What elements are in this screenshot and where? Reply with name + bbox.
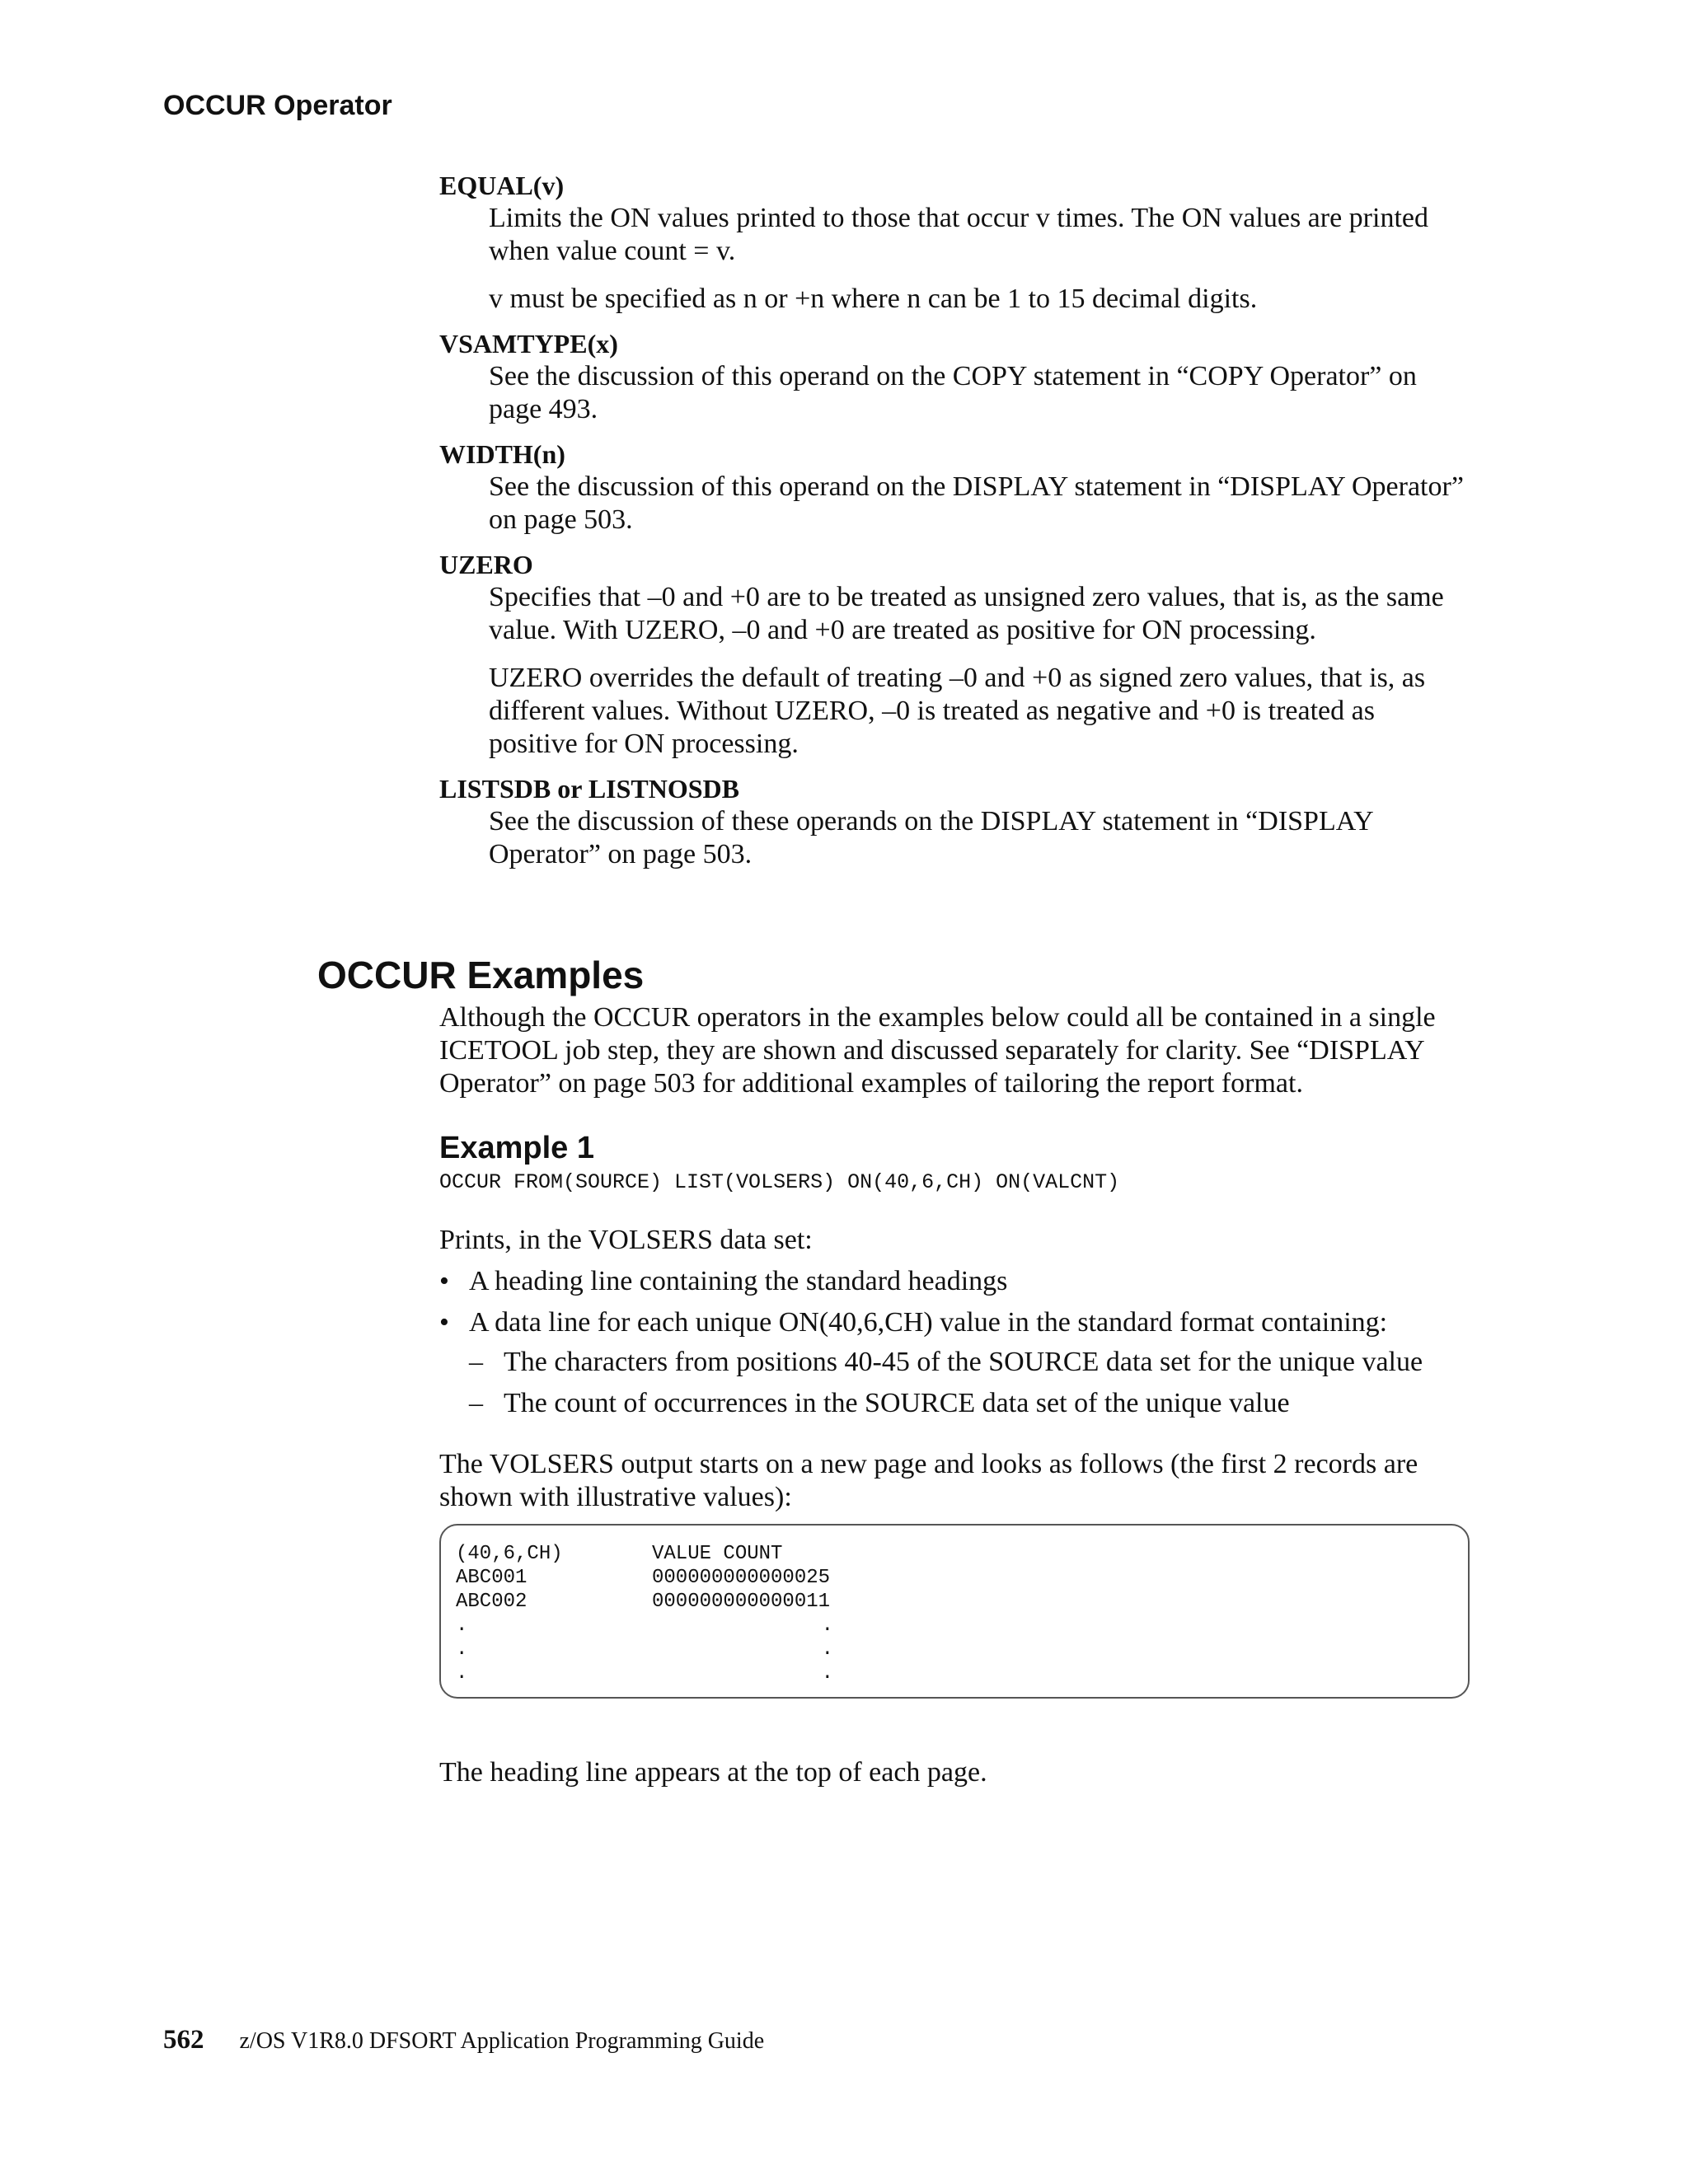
operand-term: VSAMTYPE(x) bbox=[439, 329, 618, 359]
output-cell: . bbox=[456, 1662, 468, 1685]
paragraph: v must be specified as n or +n where n can be 1 to 15 decimal digits. bbox=[489, 284, 1258, 314]
list-item-text: A data line for each unique ON(40,6,CH) value in the standard format containing: bbox=[469, 1307, 1388, 1338]
operand-vsamtype bbox=[439, 327, 1470, 426]
paragraph: See the discussion of this operand on the COPY statement in “COPY Operator” on page 493. bbox=[489, 361, 1417, 424]
sub-list bbox=[469, 1346, 1470, 1420]
page-footer bbox=[163, 2023, 764, 2058]
output-row bbox=[456, 1566, 1451, 1590]
operand-uzero bbox=[439, 548, 1470, 761]
output-row bbox=[456, 1661, 1451, 1685]
output-row bbox=[456, 1590, 1451, 1614]
output-cell: 000000000000025 bbox=[652, 1567, 831, 1589]
sub-list-item bbox=[469, 1346, 1470, 1379]
operand-listsdb bbox=[439, 772, 1470, 871]
sub-list-item bbox=[469, 1387, 1470, 1420]
operand-description bbox=[489, 805, 1470, 871]
operand-term: EQUAL(v) bbox=[439, 171, 565, 200]
example-heading: Example 1 bbox=[439, 1131, 594, 1165]
paragraph: See the discussion of these operands on the DISPLAY statement in “DISPLAY Operator” on page 503. bbox=[489, 806, 1373, 869]
examples-section bbox=[439, 1001, 1470, 1789]
operand-term: LISTSDB or LISTNOSDB bbox=[439, 774, 739, 804]
output-row bbox=[456, 1614, 1451, 1638]
output-cell: VALUE COUNT bbox=[652, 1543, 783, 1565]
bullet-list bbox=[439, 1265, 1470, 1420]
operand-term: WIDTH(n) bbox=[439, 439, 565, 469]
list-item-text: The count of occurrences in the SOURCE data set of the unique value bbox=[504, 1388, 1290, 1418]
output-cell: . bbox=[821, 1662, 833, 1685]
paragraph: UZERO overrides the default of treating –0 and +0 as signed zero values, that is, as different values. Without UZERO, –0 is treated as negative and +0 is treated as positive for ON processing. bbox=[489, 663, 1426, 759]
operand-definitions bbox=[439, 169, 1470, 883]
prints-intro: Prints, in the VOLSERS data set: bbox=[439, 1225, 813, 1255]
list-item bbox=[439, 1306, 1470, 1420]
operand-equal bbox=[439, 169, 1470, 316]
output-cell: (40,6,CH) bbox=[456, 1543, 563, 1565]
output-row bbox=[456, 1638, 1451, 1661]
paragraph: See the discussion of this operand on the DISPLAY statement in “DISPLAY Operator” on page 503. bbox=[489, 471, 1464, 535]
intro-paragraph: Although the OCCUR operators in the examples below could all be contained in a single ICETOOL job step, they are shown and discussed separately for clarity. See “DISPLAY Operator” on page 503 for additional examples of tailoring the report format. bbox=[439, 1002, 1436, 1099]
page-number: 562 bbox=[163, 2025, 204, 2055]
code-sample: OCCUR FROM(SOURCE) LIST(VOLSERS) ON(40,6,CH) ON(VALCNT) bbox=[439, 1170, 1120, 1194]
operand-description bbox=[489, 360, 1470, 426]
output-cell: . bbox=[456, 1638, 468, 1661]
output-cell: 000000000000011 bbox=[652, 1591, 831, 1613]
list-item-text: A heading line containing the standard headings bbox=[469, 1266, 1008, 1296]
output-cell: . bbox=[821, 1638, 833, 1661]
operand-width bbox=[439, 438, 1470, 537]
closing-paragraph: The heading line appears at the top of each page. bbox=[439, 1757, 987, 1788]
operand-description bbox=[489, 202, 1470, 316]
list-item-text: The characters from positions 40-45 of the SOURCE data set for the unique value bbox=[504, 1347, 1423, 1377]
output-cell: ABC001 bbox=[456, 1567, 528, 1589]
operand-description bbox=[489, 581, 1470, 761]
output-listing bbox=[439, 1524, 1470, 1699]
output-cell: . bbox=[456, 1615, 468, 1637]
book-title: z/OS V1R8.0 DFSORT Application Programming Guide bbox=[239, 2028, 765, 2054]
operand-term: UZERO bbox=[439, 550, 533, 579]
output-intro: The VOLSERS output starts on a new page and looks as follows (the first 2 records are shown with illustrative values): bbox=[439, 1449, 1418, 1512]
list-item bbox=[439, 1265, 1470, 1298]
output-cell: . bbox=[821, 1615, 833, 1637]
output-cell: ABC002 bbox=[456, 1591, 528, 1613]
output-header-row bbox=[456, 1542, 1451, 1566]
section-heading: OCCUR Examples bbox=[317, 954, 645, 996]
operand-description bbox=[489, 471, 1470, 537]
running-header: OCCUR Operator bbox=[163, 90, 392, 121]
paragraph: Limits the ON values printed to those that occur v times. The ON values are printed when value count = v. bbox=[489, 203, 1428, 266]
paragraph: Specifies that –0 and +0 are to be treated as unsigned zero values, that is, as the same value. With UZERO, –0 and +0 are treated as positive for ON processing. bbox=[489, 582, 1444, 645]
